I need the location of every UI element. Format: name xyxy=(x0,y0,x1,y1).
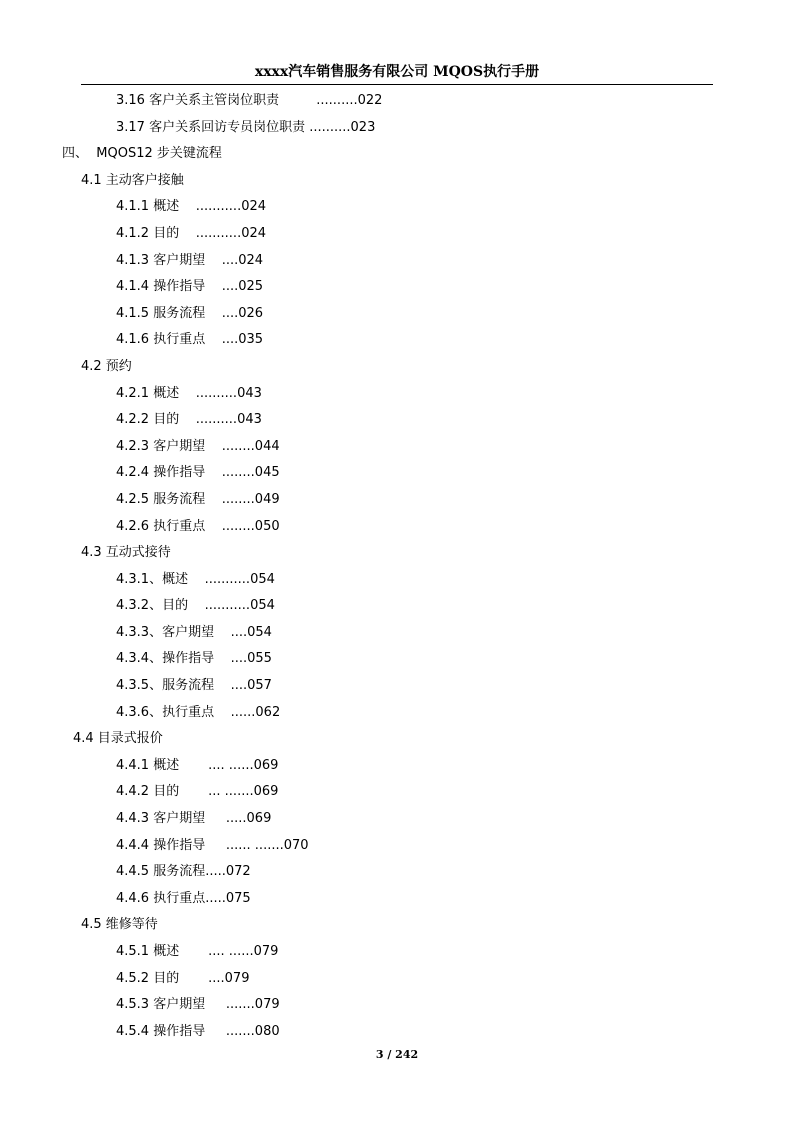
toc-entry[interactable] xyxy=(0,673,794,700)
toc-section-label: 4.1 主动客户接触 xyxy=(81,172,184,188)
toc-entry[interactable] xyxy=(0,753,794,780)
toc-section-label: 4.2 预约 xyxy=(81,358,132,374)
toc-entry[interactable] xyxy=(0,806,794,833)
toc-entry[interactable] xyxy=(0,726,794,753)
toc-subsection-label: 4.4.3 客户期望 .....069 xyxy=(116,811,272,827)
toc-entry[interactable] xyxy=(0,168,794,195)
toc-subsection-label: 4.3.6、执行重点 ......062 xyxy=(116,704,281,720)
toc-subsection-label: 4.4.2 目的 ... .......069 xyxy=(116,784,279,800)
toc-entry[interactable] xyxy=(0,407,794,434)
toc-entry[interactable] xyxy=(0,381,794,408)
toc-entry[interactable] xyxy=(0,115,794,142)
toc-entry[interactable] xyxy=(0,434,794,461)
page-header-title: xxxx汽车销售服务有限公司 MQOS执行手册 xyxy=(254,64,540,80)
toc-entry[interactable] xyxy=(0,833,794,860)
toc-subsection-label: 4.3.1、概述 ...........054 xyxy=(116,571,275,587)
toc-subsection-label: 4.1.6 执行重点 ....035 xyxy=(116,332,264,348)
toc-entry[interactable] xyxy=(0,992,794,1019)
toc-subsection-label: 4.2.6 执行重点 ........050 xyxy=(116,518,280,534)
toc-section-label: 4.5 维修等待 xyxy=(81,917,158,933)
toc-subsection-label: 4.4.4 操作指导 ...... .......070 xyxy=(116,837,309,853)
table-of-contents xyxy=(0,88,794,1045)
page-number: 3 / 242 xyxy=(375,1048,419,1061)
toc-entry[interactable] xyxy=(0,274,794,301)
toc-entry[interactable] xyxy=(0,966,794,993)
toc-subsection-label: 4.5.4 操作指导 .......080 xyxy=(116,1023,280,1039)
toc-entry[interactable] xyxy=(0,567,794,594)
toc-subsection-label: 4.1.5 服务流程 ....026 xyxy=(116,305,264,321)
toc-entry[interactable] xyxy=(0,514,794,541)
toc-entry[interactable] xyxy=(0,327,794,354)
toc-subsection-label: 4.5.1 概述 .... ......079 xyxy=(116,944,279,959)
toc-entry[interactable] xyxy=(0,1019,794,1046)
toc-subsection-label: 4.4.6 执行重点.....075 xyxy=(116,890,251,906)
toc-subsection-label: 3.17 客户关系回访专员岗位职责 ..........023 xyxy=(116,119,376,135)
toc-subsection-label: 4.4.5 服务流程.....072 xyxy=(116,864,251,880)
toc-entry[interactable] xyxy=(0,593,794,620)
toc-subsection-label: 4.1.3 客户期望 ....024 xyxy=(116,252,264,268)
toc-subsection-label: 4.1.2 目的 ...........024 xyxy=(116,225,267,241)
toc-chapter-label: 四、 MQOS12 步关键流程 xyxy=(62,146,222,162)
toc-subsection-label: 4.3.3、客户期望 ....054 xyxy=(116,624,272,640)
toc-subsection-label: 4.2.3 客户期望 ........044 xyxy=(116,438,280,454)
toc-subsection-label: 4.3.4、操作指导 ....055 xyxy=(116,651,272,667)
toc-subsection-label: 4.2.4 操作指导 ........045 xyxy=(116,465,280,481)
toc-section-label: 4.3 互动式接待 xyxy=(81,545,171,561)
toc-subsection-label: 4.5.3 客户期望 .......079 xyxy=(116,997,280,1013)
toc-entry[interactable] xyxy=(0,779,794,806)
toc-entry[interactable] xyxy=(0,141,794,168)
toc-entry[interactable] xyxy=(0,886,794,913)
toc-subsection-label: 4.1.1 概述 ...........024 xyxy=(116,199,267,215)
toc-subsection-label: 4.5.2 目的 ....079 xyxy=(116,970,250,986)
toc-entry[interactable] xyxy=(0,354,794,381)
toc-entry[interactable] xyxy=(0,460,794,487)
toc-entry[interactable] xyxy=(0,248,794,275)
toc-subsection-label: 4.2.5 服务流程 ........049 xyxy=(116,491,280,507)
toc-entry[interactable] xyxy=(0,646,794,673)
toc-entry[interactable] xyxy=(0,194,794,221)
toc-entry[interactable] xyxy=(0,939,794,966)
toc-subsection-label: 3.16 客户关系主管岗位职责 ..........022 xyxy=(116,93,383,108)
toc-subsection-label: 4.2.2 目的 ..........043 xyxy=(116,412,262,428)
toc-subsection-label: 4.1.4 操作指导 ....025 xyxy=(116,279,264,295)
toc-subsection-label: 4.2.1 概述 ..........043 xyxy=(116,385,262,401)
toc-entry[interactable] xyxy=(0,620,794,647)
toc-entry[interactable] xyxy=(0,301,794,328)
toc-entry[interactable] xyxy=(0,221,794,248)
toc-entry[interactable] xyxy=(0,88,794,115)
toc-entry[interactable] xyxy=(0,859,794,886)
toc-subsection-label: 4.3.5、服务流程 ....057 xyxy=(116,678,272,694)
toc-entry[interactable] xyxy=(0,487,794,514)
header-divider xyxy=(81,84,713,85)
toc-subsection-label: 4.3.2、目的 ...........054 xyxy=(116,598,275,614)
toc-entry[interactable] xyxy=(0,912,794,939)
toc-entry[interactable] xyxy=(0,700,794,727)
toc-section-label: 4.4 目录式报价 xyxy=(73,731,163,747)
toc-entry[interactable] xyxy=(0,540,794,567)
toc-subsection-label: 4.4.1 概述 .... ......069 xyxy=(116,757,279,773)
